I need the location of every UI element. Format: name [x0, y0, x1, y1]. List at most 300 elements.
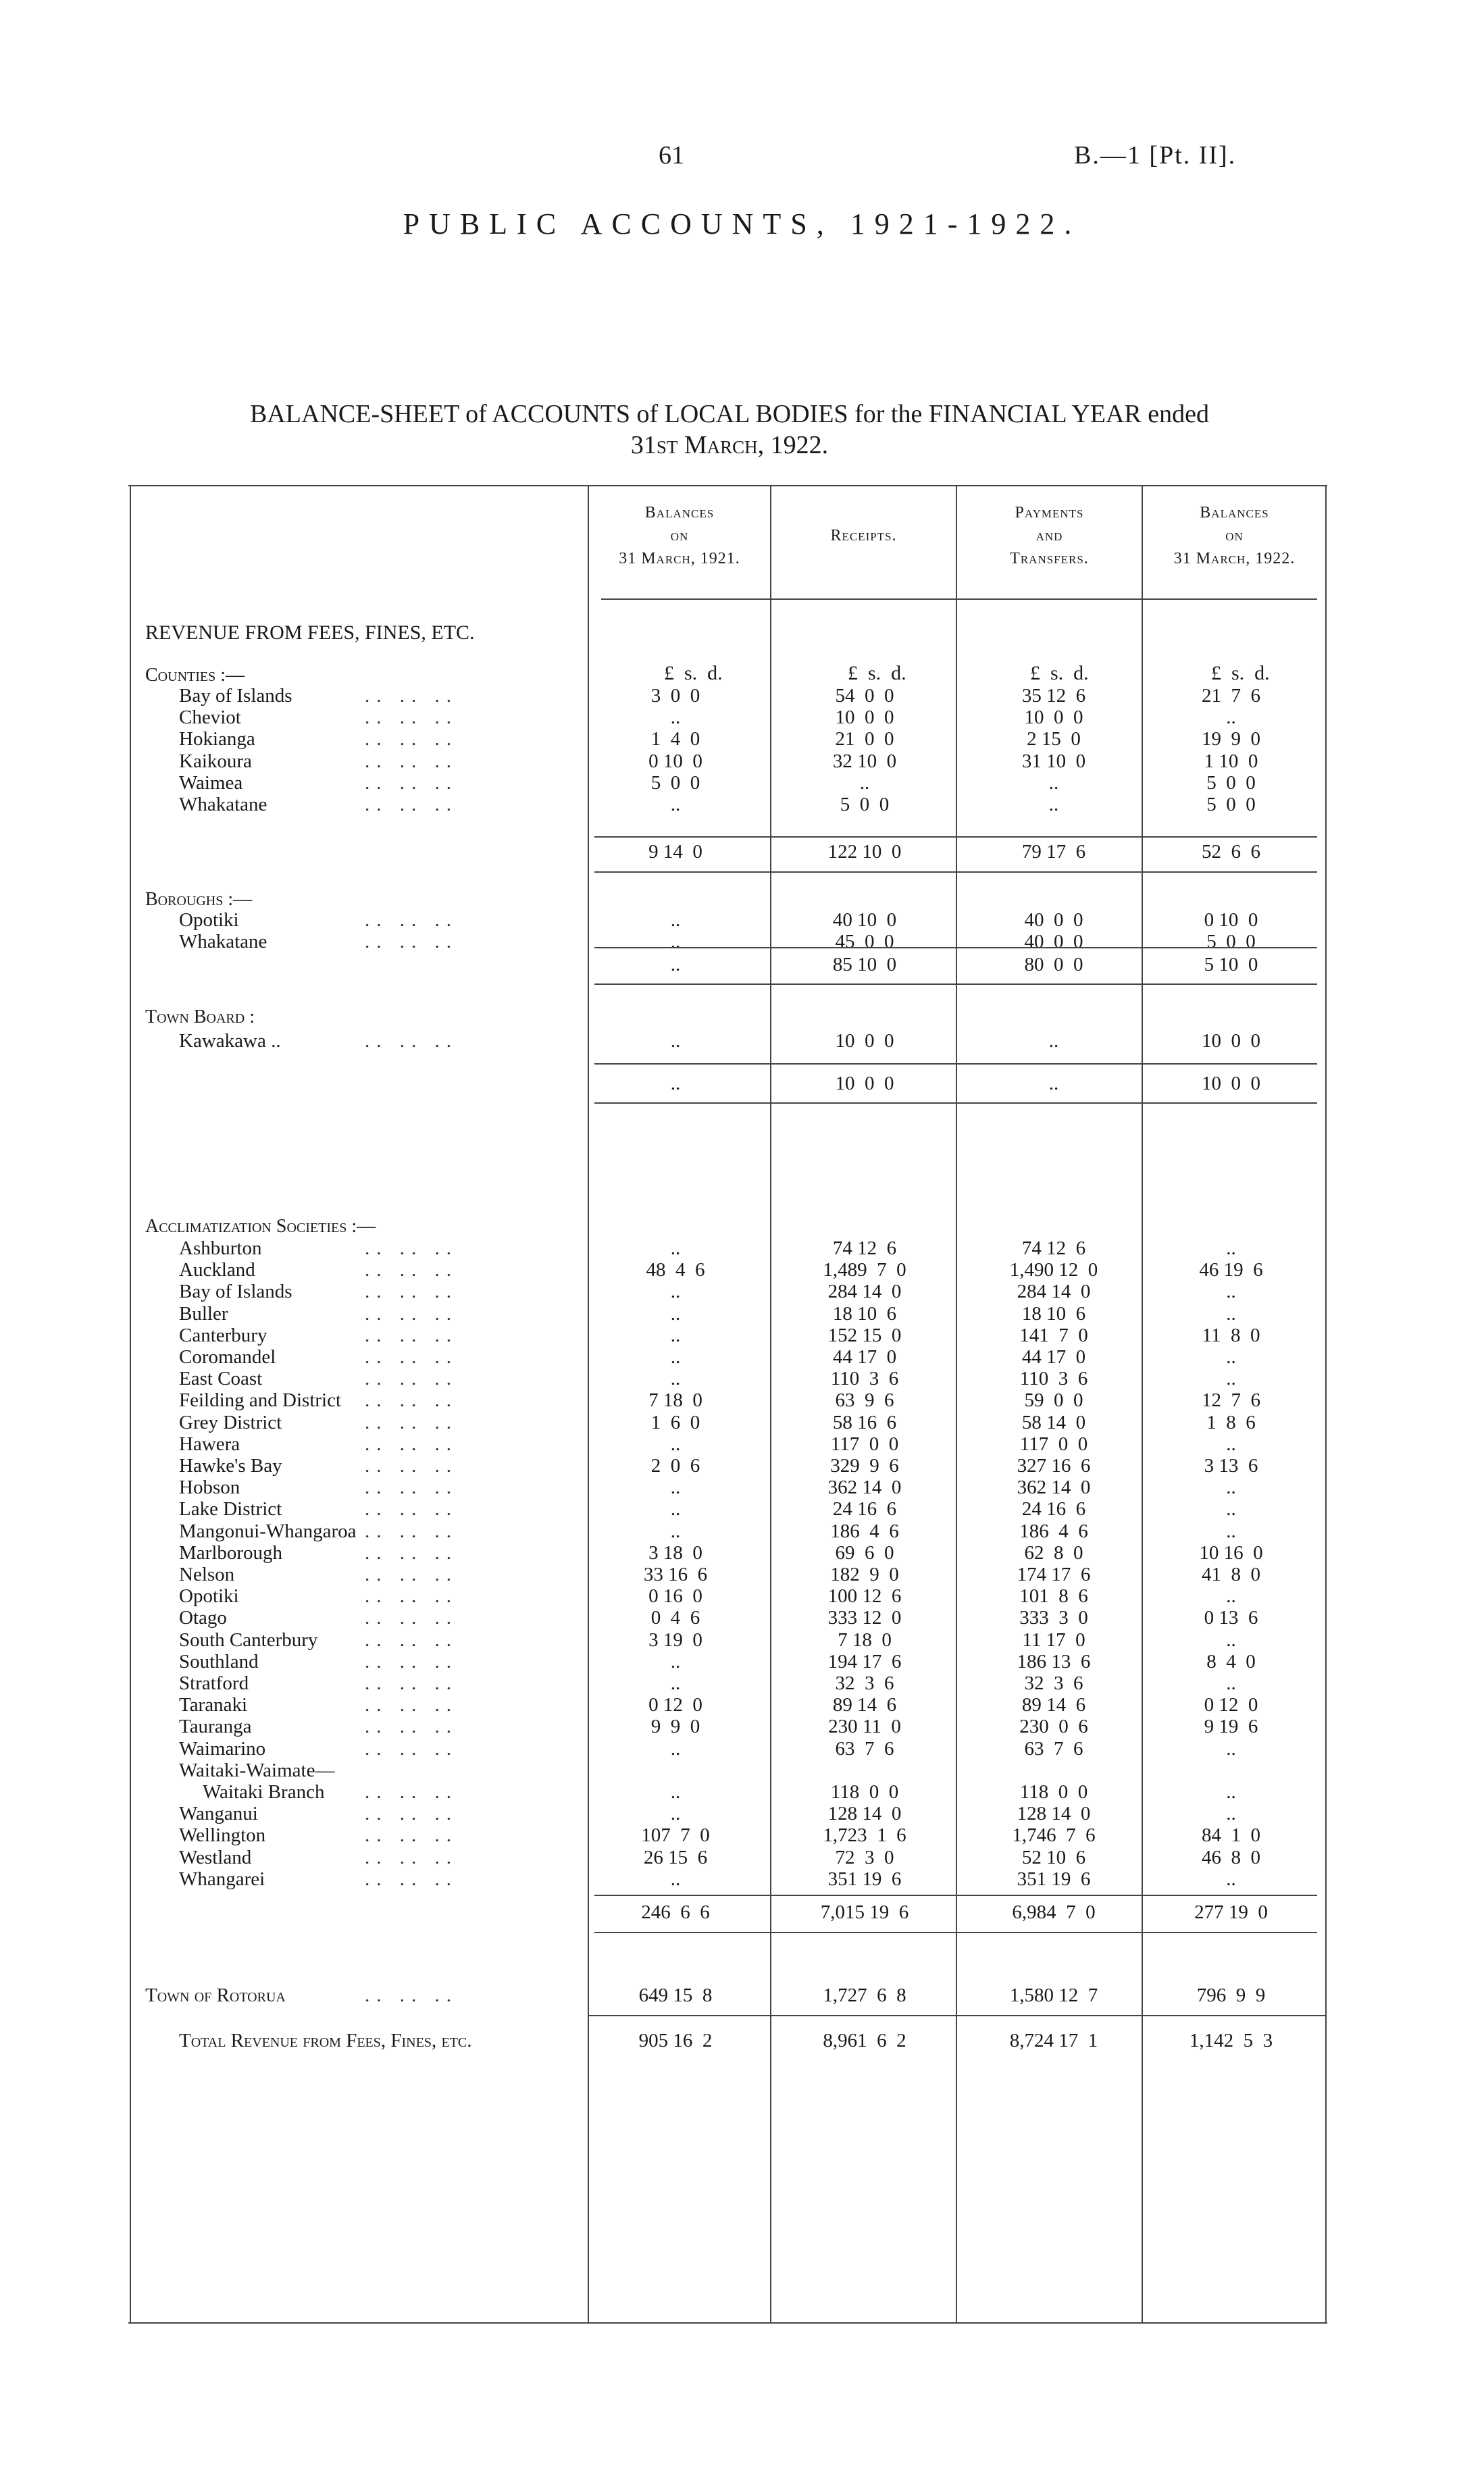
amount-c1: .. [670, 1346, 681, 1368]
table-row [0, 772, 1484, 794]
amount-c1: 9 14 0 [648, 841, 702, 863]
row-label: South Canterbury [179, 1629, 318, 1651]
amount-c1: 905 16 2 [638, 2030, 713, 2051]
amount-c4: 41 8 0 [1202, 1564, 1260, 1585]
amount-c4: .. [1226, 1477, 1236, 1499]
amount-c3: 2 15 0 [1027, 728, 1081, 750]
amount-c1: .. [670, 1237, 681, 1259]
table-row [0, 1651, 1484, 1672]
amount-c1: 7 18 0 [648, 1389, 702, 1412]
amount-c4: .. [1226, 1781, 1236, 1803]
row-label: Auckland [179, 1259, 255, 1281]
leader-dots: .. .. .. [365, 771, 458, 794]
table-row [0, 1738, 1484, 1760]
leader-dots: .. .. .. [365, 1985, 458, 2006]
amount-c3: .. [1048, 794, 1059, 815]
total-rule [594, 1895, 1317, 1896]
amount-c2: 351 19 6 [827, 1868, 902, 1890]
group-total-row [0, 954, 1484, 975]
amount-c2: 85 10 0 [832, 954, 897, 975]
amount-c2: 122 10 0 [827, 841, 902, 863]
table-row [0, 1303, 1484, 1325]
amount-c1: 5 0 0 [650, 771, 700, 794]
amount-c1: .. [670, 909, 681, 931]
table-row [0, 1564, 1484, 1585]
leader-dots: .. .. .. [365, 1433, 458, 1455]
amount-c2: 54 0 0 [835, 685, 894, 707]
row-label: Hawera [179, 1433, 240, 1455]
leader-dots: .. .. .. [365, 1824, 458, 1847]
leader-dots: .. .. .. [365, 1803, 458, 1825]
amount-c2: 284 14 0 [827, 1281, 902, 1303]
leader-dots: .. .. .. [365, 1368, 458, 1390]
title-line-1: BALANCE-SHEET of ACCOUNTS of LOCAL BODIES for the FINANCIAL YEAR ended [250, 400, 1209, 428]
amount-c4: .. [1226, 1346, 1236, 1368]
amount-c1: 26 15 6 [643, 1846, 708, 1868]
amount-c4: .. [1226, 1672, 1236, 1694]
table-row [0, 728, 1484, 750]
amount-c3: 62 8 0 [1024, 1541, 1083, 1564]
amount-c3: 1,580 12 7 [1009, 1985, 1098, 2006]
table-row [0, 1498, 1484, 1520]
header-text: on [1225, 527, 1244, 544]
amount-c2: 10 0 0 [835, 707, 894, 729]
group-total-row [0, 1901, 1484, 1923]
amount-c3: 32 3 6 [1024, 1672, 1083, 1694]
amount-c3: 31 10 0 [1021, 750, 1086, 772]
row-label: Opotiki [179, 1585, 239, 1608]
group-heading: Boroughs :— [145, 889, 253, 910]
total-rule [594, 947, 1317, 948]
row-label: Southland [179, 1650, 259, 1672]
leader-dots: .. .. .. [365, 1694, 458, 1716]
amount-c3: 186 13 6 [1017, 1650, 1091, 1672]
group-total-row [0, 1073, 1484, 1094]
row-label: Otago [179, 1607, 227, 1629]
amount-c2: 58 16 6 [832, 1411, 897, 1433]
amount-c2: 21 0 0 [835, 728, 894, 750]
amount-c1: .. [670, 1650, 681, 1672]
table-row [0, 750, 1484, 772]
leader-dots: .. .. .. [365, 1868, 458, 1890]
leader-dots: .. .. .. [365, 1585, 458, 1608]
amount-c3: 35 12 6 [1021, 685, 1086, 707]
amount-c1: .. [670, 1737, 681, 1760]
table-row [0, 1281, 1484, 1302]
amount-c2: 230 11 0 [828, 1716, 901, 1738]
leader-dots: .. .. .. [365, 1672, 458, 1694]
amount-c4: 0 12 0 [1204, 1694, 1258, 1716]
row-label: Kaikoura [179, 750, 252, 772]
leader-dots: .. .. .. [365, 1650, 458, 1672]
leader-dots: .. .. .. [365, 794, 458, 815]
table-row [0, 1030, 1484, 1052]
amount-c3: 128 14 0 [1017, 1803, 1091, 1825]
amount-c2: 1,489 7 0 [823, 1259, 906, 1281]
amount-c4: .. [1226, 1585, 1236, 1608]
total-rule [594, 1932, 1317, 1933]
amount-c4: 10 16 0 [1199, 1541, 1263, 1564]
amount-c4: 19 9 0 [1202, 728, 1260, 750]
row-label: Grey District [179, 1411, 282, 1433]
amount-c3: 44 17 0 [1021, 1346, 1086, 1368]
amount-c2: 63 9 6 [835, 1389, 894, 1412]
amount-c3: .. [1048, 1073, 1059, 1094]
amount-c2: 72 3 0 [835, 1846, 894, 1868]
header-text: Payments [1015, 504, 1084, 521]
table-row [0, 1716, 1484, 1737]
table-row [0, 1325, 1484, 1346]
amount-c4: .. [1226, 1629, 1236, 1651]
page-title [122, 399, 1337, 461]
amount-c2: 100 12 6 [827, 1585, 902, 1608]
amount-c4: 11 8 0 [1202, 1324, 1260, 1346]
amount-c4: .. [1226, 1302, 1236, 1325]
amount-c1: .. [670, 1477, 681, 1499]
amount-c1: .. [670, 1520, 681, 1542]
amount-c3: 1,490 12 0 [1009, 1259, 1098, 1281]
row-label: Feilding and District [179, 1389, 342, 1412]
table-row [0, 794, 1484, 815]
amount-c4: 0 13 6 [1204, 1607, 1258, 1629]
amount-c2: 10 0 0 [835, 1073, 894, 1094]
amount-c1: .. [670, 1781, 681, 1803]
row-label: Waitaki-Waimate— [179, 1759, 335, 1781]
group-heading: Acclimatization Societies :— [145, 1216, 376, 1237]
table-row [0, 1585, 1484, 1607]
amount-c2: .. [859, 771, 870, 794]
amount-c4: 21 7 6 [1202, 685, 1260, 707]
row-label: Lake District [179, 1498, 282, 1520]
leader-dots: .. .. .. [365, 1477, 458, 1499]
amount-c1: .. [670, 1803, 681, 1825]
leader-dots: .. .. .. [365, 1389, 458, 1412]
leader-dots: .. .. .. [365, 1541, 458, 1564]
group-heading: Counties :— [145, 665, 245, 686]
amount-c1: .. [670, 1030, 681, 1052]
table-row [0, 1520, 1484, 1542]
amount-c2: 117 0 0 [830, 1433, 899, 1455]
amount-c4: 12 7 6 [1202, 1389, 1260, 1412]
row-label: Wanganui [179, 1803, 258, 1825]
row-label: Westland [179, 1846, 252, 1868]
leader-dots: .. .. .. [365, 1411, 458, 1433]
row-label: Bay of Islands [179, 1281, 292, 1303]
row-label: Wellington [179, 1824, 266, 1847]
table-row [0, 1368, 1484, 1389]
amount-c1: .. [670, 954, 681, 975]
amount-c1: 0 12 0 [648, 1694, 702, 1716]
table-row [0, 1672, 1484, 1694]
amount-c1: .. [670, 1073, 681, 1094]
page-number: 61 [659, 141, 684, 170]
row-label: Cheviot [179, 707, 241, 729]
amount-c3: 8,724 17 1 [1009, 2030, 1098, 2051]
header-text: Balances [644, 504, 715, 521]
header-text: Transfers. [1010, 550, 1089, 567]
row-label: Waimea [179, 771, 243, 794]
amount-c4: 5 0 0 [1206, 771, 1256, 794]
amount-c1: 1 4 0 [650, 728, 700, 750]
amount-c3: 59 0 0 [1024, 1389, 1083, 1412]
table-row [0, 909, 1484, 931]
amount-c1: .. [670, 1324, 681, 1346]
amount-c1: 3 0 0 [650, 685, 700, 707]
total-rule [594, 1063, 1317, 1065]
amount-c2: 69 6 0 [835, 1541, 894, 1564]
amount-c3: 79 17 6 [1021, 841, 1086, 863]
amount-c1: 649 15 8 [638, 1985, 713, 2006]
amount-c3: 230 0 6 [1019, 1716, 1088, 1738]
leader-dots: .. .. .. [365, 1324, 458, 1346]
leader-dots: .. .. .. [365, 1846, 458, 1868]
amount-c2: 8,961 6 2 [823, 2030, 906, 2051]
leader-dots: .. .. .. [365, 1281, 458, 1303]
column-header-balances-1921 [591, 501, 768, 570]
amount-c1: .. [670, 1368, 681, 1390]
amount-c4: 5 10 0 [1204, 954, 1258, 975]
leader-dots: .. .. .. [365, 1259, 458, 1281]
table-row [0, 1868, 1484, 1890]
amount-c2: 40 10 0 [832, 909, 897, 931]
amount-c4: 3 13 6 [1204, 1455, 1258, 1477]
amount-c1: 0 10 0 [648, 750, 702, 772]
total-rule [588, 2015, 1325, 2016]
amount-c4: .. [1226, 1737, 1236, 1760]
amount-c3: .. [1048, 1030, 1059, 1052]
amount-c1: .. [670, 1281, 681, 1303]
amount-c1: .. [670, 1302, 681, 1325]
amount-c1: 1 6 0 [650, 1411, 700, 1433]
table-row [0, 1455, 1484, 1477]
table-row [0, 1694, 1484, 1716]
header-text: 31 March, 1921. [619, 550, 740, 567]
amount-c3: 18 10 6 [1021, 1302, 1086, 1325]
row-label: East Coast [179, 1368, 263, 1390]
amount-c3: 101 8 6 [1019, 1585, 1088, 1608]
amount-c1: 3 19 0 [648, 1629, 702, 1651]
amount-c3: 141 7 0 [1019, 1324, 1088, 1346]
leader-dots: .. .. .. [365, 707, 458, 729]
leader-dots: .. .. .. [365, 1346, 458, 1368]
row-label: Bay of Islands [179, 685, 292, 707]
amount-c2: 1,723 1 6 [823, 1824, 906, 1847]
leader-dots: .. .. .. [365, 1716, 458, 1738]
row-label: Whakatane [179, 794, 267, 815]
table-row [0, 707, 1484, 728]
amount-c3: 333 3 0 [1019, 1607, 1088, 1629]
amount-c3: 117 0 0 [1019, 1433, 1088, 1455]
row-label: Buller [179, 1302, 228, 1325]
amount-c1: .. [670, 707, 681, 729]
amount-c2: 63 7 6 [835, 1737, 894, 1760]
leader-dots: .. .. .. [365, 1564, 458, 1585]
title-line-2: 31st March, 1922. [630, 431, 829, 459]
amount-c1: .. [670, 1672, 681, 1694]
amount-c4: 9 19 6 [1204, 1716, 1258, 1738]
table-row [0, 1781, 1484, 1803]
amount-c3: 174 17 6 [1017, 1564, 1091, 1585]
amount-c2: 182 9 0 [830, 1564, 899, 1585]
row-label: Waitaki Branch [203, 1781, 325, 1803]
table-row [0, 1760, 1484, 1781]
currency-marker: £ s. d. [848, 662, 906, 684]
amount-c2: 152 15 0 [827, 1324, 902, 1346]
amount-c4: 1 8 6 [1206, 1411, 1256, 1433]
document-reference: B.—1 [Pt. II]. [1074, 141, 1237, 170]
amount-c2: 118 0 0 [830, 1781, 899, 1803]
section-heading: REVENUE FROM FEES, FINES, ETC. [145, 621, 475, 644]
row-label: Coromandel [179, 1346, 276, 1368]
row-label: Nelson [179, 1564, 235, 1585]
amount-c3: 74 12 6 [1021, 1237, 1086, 1259]
amount-c1: .. [670, 931, 681, 953]
amount-c3: .. [1048, 771, 1059, 794]
amount-c4: 5 0 0 [1206, 931, 1256, 953]
row-label: Whangarei [179, 1868, 265, 1890]
amount-c1: 0 4 6 [650, 1607, 700, 1629]
total-rule [594, 871, 1317, 873]
amount-c4: .. [1226, 1368, 1236, 1390]
row-label: Canterbury [179, 1324, 267, 1346]
amount-c2: 329 9 6 [830, 1455, 899, 1477]
running-title: PUBLIC ACCOUNTS, 1921-1922. [403, 207, 1081, 240]
amount-c3: 11 17 0 [1022, 1629, 1085, 1651]
table-row [0, 1412, 1484, 1433]
row-label: Taranaki [179, 1694, 248, 1716]
amount-c4: .. [1226, 1803, 1236, 1825]
amount-c3: 63 7 6 [1024, 1737, 1083, 1760]
row-label: Marlborough [179, 1541, 283, 1564]
table-row [0, 1259, 1484, 1281]
amount-c4: 52 6 6 [1202, 841, 1260, 863]
table-row [0, 1237, 1484, 1259]
leader-dots: .. .. .. [365, 1455, 458, 1477]
amount-c2: 194 17 6 [827, 1650, 902, 1672]
amount-c3: 40 0 0 [1024, 909, 1083, 931]
amount-c2: 7 18 0 [838, 1629, 892, 1651]
row-label: Hokianga [179, 728, 255, 750]
amount-c2: 18 10 6 [832, 1302, 897, 1325]
grand-total-row [0, 2030, 1484, 2051]
row-label: Tauranga [179, 1716, 252, 1738]
table-row [0, 931, 1484, 952]
table-row [0, 1824, 1484, 1846]
amount-c3: 52 10 6 [1021, 1846, 1086, 1868]
amount-c1: 107 7 0 [641, 1824, 710, 1847]
row-label: Opotiki [179, 909, 239, 931]
amount-c2: 32 10 0 [832, 750, 897, 772]
amount-c2: 44 17 0 [832, 1346, 897, 1368]
group-heading: Town Board : [145, 1006, 255, 1027]
amount-c2: 32 3 6 [835, 1672, 894, 1694]
amount-c4: .. [1226, 1868, 1236, 1890]
header-text: Receipts. [830, 527, 897, 544]
amount-c4: .. [1226, 707, 1236, 729]
currency-marker: £ s. d. [1211, 662, 1270, 684]
amount-c3: 362 14 0 [1017, 1477, 1091, 1499]
amount-c3: 186 4 6 [1019, 1520, 1088, 1542]
leader-dots: .. .. .. [365, 1520, 458, 1542]
amount-c4: .. [1226, 1498, 1236, 1520]
amount-c4: 46 8 0 [1202, 1846, 1260, 1868]
amount-c4: 84 1 0 [1202, 1824, 1260, 1847]
total-rule [594, 1102, 1317, 1104]
table-row [0, 1433, 1484, 1455]
row-label: Mangonui-Whangaroa [179, 1520, 357, 1542]
column-header-payments [959, 501, 1140, 570]
amount-c2: 362 14 0 [827, 1477, 902, 1499]
amount-c1: 0 16 0 [648, 1585, 702, 1608]
amount-c2: 110 3 6 [830, 1368, 899, 1390]
amount-c4: .. [1226, 1237, 1236, 1259]
amount-c4: 10 0 0 [1202, 1030, 1260, 1052]
table-row [0, 1607, 1484, 1629]
header-text: 31 March, 1922. [1173, 550, 1296, 567]
amount-c3: 58 14 0 [1021, 1411, 1086, 1433]
row-label: Town of Rotorua [145, 1985, 286, 2006]
table-row [0, 1346, 1484, 1368]
amount-c2: 45 0 0 [835, 931, 894, 953]
leader-dots: .. .. .. [365, 931, 458, 953]
table-top-rule [128, 485, 1327, 486]
leader-dots: .. .. .. [365, 1030, 458, 1052]
amount-c4: 8 4 0 [1206, 1650, 1256, 1672]
amount-c4: 1,142 5 3 [1189, 2030, 1273, 2051]
column-header-balances-1922 [1145, 501, 1324, 570]
amount-c1: 33 16 6 [643, 1564, 708, 1585]
row-label: Ashburton [179, 1237, 262, 1259]
leader-dots: .. .. .. [365, 1629, 458, 1651]
amount-c1: 3 18 0 [648, 1541, 702, 1564]
amount-c4: .. [1226, 1520, 1236, 1542]
leader-dots: .. .. .. [365, 1737, 458, 1760]
amount-c4: 46 19 6 [1199, 1259, 1263, 1281]
amount-c2: 128 14 0 [827, 1803, 902, 1825]
amount-c2: 89 14 6 [832, 1694, 897, 1716]
leader-dots: .. .. .. [365, 1607, 458, 1629]
amount-c1: .. [670, 1433, 681, 1455]
amount-c2: 7,015 19 6 [820, 1901, 909, 1923]
leader-dots: .. .. .. [365, 1781, 458, 1803]
column-header-receipts [773, 524, 954, 547]
amount-c4: 10 0 0 [1202, 1073, 1260, 1094]
amount-c2: 10 0 0 [835, 1030, 894, 1052]
amount-c3: 327 16 6 [1017, 1455, 1091, 1477]
leader-dots: .. .. .. [365, 1237, 458, 1259]
table-row [0, 1847, 1484, 1868]
leader-dots: .. .. .. [365, 750, 458, 772]
amount-c4: 796 9 9 [1196, 1985, 1266, 2006]
row-label: Whakatane [179, 931, 267, 953]
currency-marker: £ s. d. [1030, 662, 1089, 684]
amount-c1: .. [670, 1868, 681, 1890]
amount-c4: 5 0 0 [1206, 794, 1256, 815]
row-label: Total Revenue from Fees, Fines, etc. [179, 2030, 472, 2051]
amount-c2: 74 12 6 [832, 1237, 897, 1259]
amount-c4: 277 19 0 [1194, 1901, 1268, 1923]
row-label: Hawke's Bay [179, 1455, 282, 1477]
table-row [0, 1477, 1484, 1498]
amount-c2: 5 0 0 [840, 794, 890, 815]
amount-c3: 89 14 6 [1021, 1694, 1086, 1716]
group-total-row [0, 841, 1484, 863]
leader-dots: .. .. .. [365, 909, 458, 931]
amount-c3: 1,746 7 6 [1012, 1824, 1096, 1847]
leader-dots: .. .. .. [365, 728, 458, 750]
header-text: on [670, 527, 689, 544]
amount-c3: 351 19 6 [1017, 1868, 1091, 1890]
